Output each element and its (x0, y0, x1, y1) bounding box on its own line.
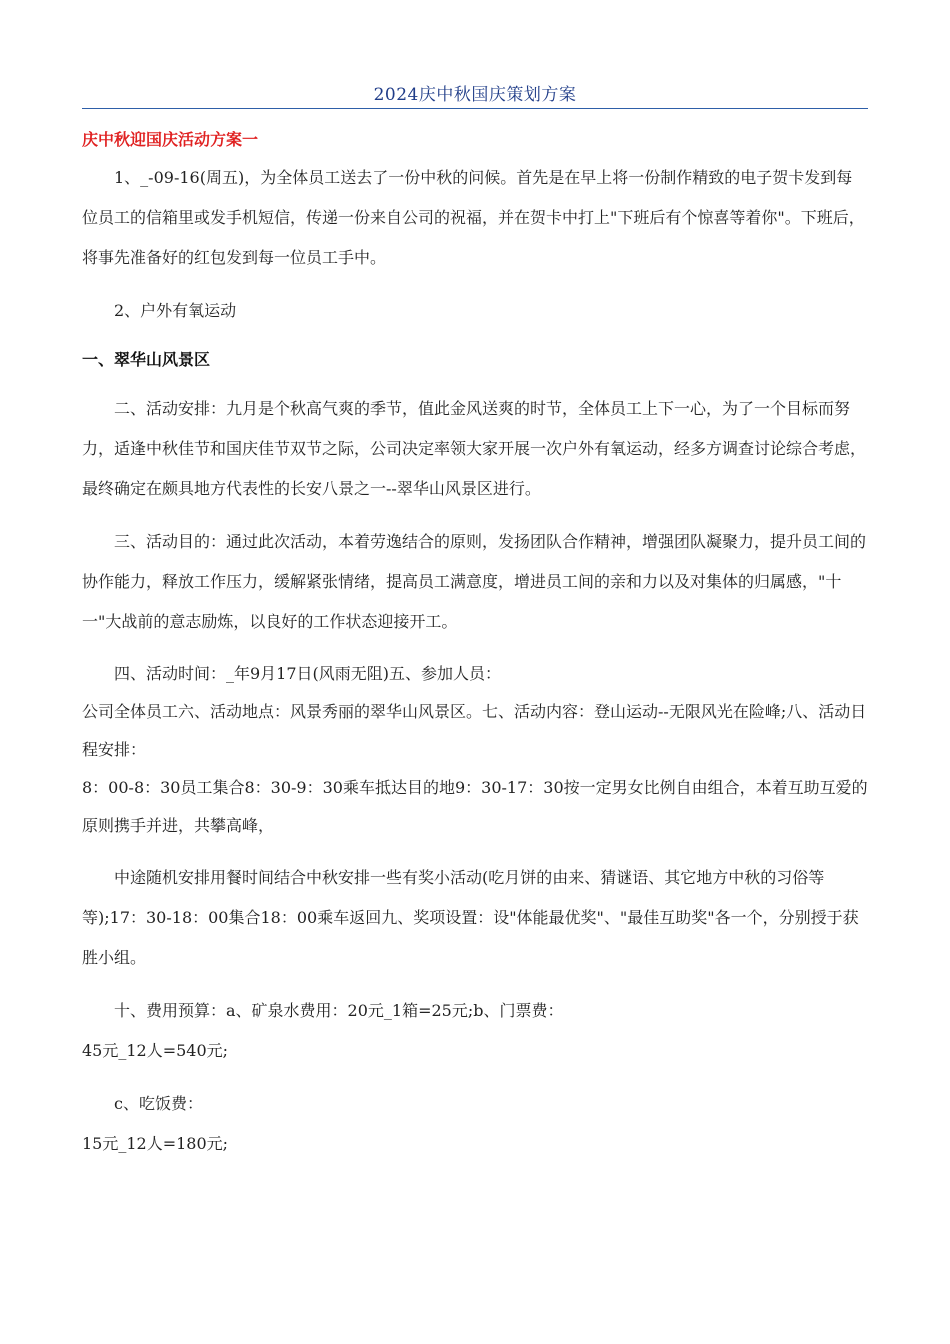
paragraph-3: 二、活动安排：九月是个秋高气爽的季节，值此金风送爽的时节，全体员工上下一心，为了一个目标而努力，适逢中秋佳节和国庆佳节双节之际，公司决定率领大家开展一次户外有氧运动，经多方调查讨论综合考虑，最终确定在颇具地方代表性的长安八景之一--翠华山风景区进行。 (82, 399, 867, 498)
paragraph-8: 中途随机安排用餐时间结合中秋安排一些有奖小活动(吃月饼的由来、猜谜语、其它地方中秋的习俗等等);17：30-18：00集合18：00乘车返回九、奖项设置：设"体能最优奖"、"最佳互助奖"各一个，分别授于获胜小组。 (82, 868, 859, 967)
document-body (82, 124, 868, 1164)
paragraph-5: 四、活动时间：_年9月17日(风雨无阻)五、参加人员： (114, 664, 502, 683)
paragraph-2: 2、户外有氧运动 (114, 301, 237, 320)
document-title: 2024庆中秋国庆策划方案 (373, 85, 577, 105)
paragraph-6: 公司全体员工六、活动地点：风景秀丽的翠华山风景区。七、活动内容：登山运动--无限风光在险峰;八、活动日程安排： (82, 702, 867, 759)
paragraph-7: 8：00-8：30员工集合8：30-9：30乘车抵达目的地9：30-17：30按一定男女比例自由组合，本着互助互爱的原则携手并进，共攀高峰， (82, 778, 868, 835)
paragraph-9: 十、费用预算：a、矿泉水费用：20元_1箱=25元;b、门票费： (114, 1001, 564, 1020)
paragraph-1: 1、_-09-16(周五)，为全体员工送去了一份中秋的问候。首先是在早上将一份制作精致的电子贺卡发到每位员工的信箱里或发手机短信，传递一份来自公司的祝福，并在贺卡中打上"下班后有个惊喜等着你"。下班后，将事先准备好的红包发到每一位员工手中。 (82, 168, 865, 267)
section-heading: 庆中秋迎国庆活动方案一 (82, 130, 259, 149)
paragraph-12: 15元_12人=180元; (82, 1134, 229, 1153)
paragraph-4: 三、活动目的：通过此次活动，本着劳逸结合的原则，发扬团队合作精神，增强团队凝聚力，提升员工间的协作能力，释放工作压力，缓解紧张情绪，提高员工满意度，增进员工间的亲和力以及对集体的归属感，"十一"大战前的意志励炼，以良好的工作状态迎接开工。 (82, 532, 867, 631)
title-divider (82, 108, 868, 109)
subheading: 一、翠华山风景区 (82, 350, 211, 369)
paragraph-10: 45元_12人=540元; (82, 1041, 229, 1060)
paragraph-11: c、吃饭费： (114, 1094, 203, 1113)
